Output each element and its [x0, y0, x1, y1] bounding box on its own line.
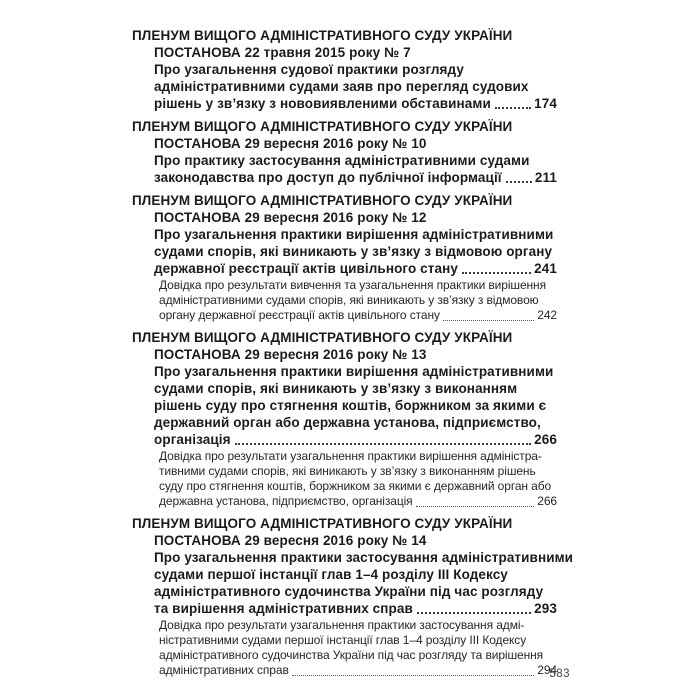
note-line: Довідка про результати вивчення та узагальнення практики вирішення [159, 278, 546, 292]
entry-title-line: Про узагальнення судової практики розгляду [154, 62, 464, 77]
entry-court-name: ПЛЕНУМ ВИЩОГО АДМІНІСТРАТИВНОГО СУДУ УКРАЇНИ [132, 28, 513, 43]
toc-entry [132, 192, 557, 323]
note-line: Довідка про результати узагальнення практики застосування адмі- [159, 618, 525, 632]
entry-title-line: Про практику застосування адміністративними судами [154, 153, 530, 168]
dot-leader [417, 612, 531, 614]
entry-title-leader-line [154, 600, 557, 617]
entry-title-line: організація [154, 432, 231, 447]
entry-court-name: ПЛЕНУМ ВИЩОГО АДМІНІСТРАТИВНОГО СУДУ УКРАЇНИ [132, 330, 513, 345]
entry-title-leader-line [154, 95, 557, 112]
entry-page-number: 293 [534, 601, 557, 616]
entry-title-line: судами першої інстанції глав 1–4 розділу ІІІ Кодексу [154, 567, 508, 582]
dot-leader [495, 107, 531, 109]
entry-note [159, 449, 557, 509]
note-page-number: 242 [537, 308, 557, 322]
dot-leader [506, 181, 532, 183]
note-line: ністративними судами першої інстанції глав 1–4 розділу ІІІ Кодексу [159, 633, 527, 647]
folio-page-number: 583 [549, 668, 570, 680]
dot-leader [292, 675, 535, 676]
entry-title-line: законодавства про доступ до публічної інформації [154, 170, 502, 185]
entry-title-line: Про узагальнення практики вирішення адміністративними [154, 364, 554, 379]
note-leader-line [159, 663, 557, 678]
note-page-number: 294 [537, 663, 557, 677]
entry-title-line: Про узагальнення практики застосування адміністративними [154, 550, 574, 565]
entry-court-name: ПЛЕНУМ ВИЩОГО АДМІНІСТРАТИВНОГО СУДУ УКРАЇНИ [132, 516, 513, 531]
note-line: органу державної реєстрації актів цивільного стану [159, 308, 440, 322]
entry-title-line: рішень у зв’язку з нововиявленими обставинами [154, 96, 491, 111]
dot-leader [235, 443, 532, 445]
entry-note [159, 618, 557, 678]
entry-resolution-line: ПОСТАНОВА 29 вересня 2016 року № 10 [154, 136, 427, 151]
toc-entry [132, 27, 557, 112]
note-leader-line [159, 308, 557, 323]
entry-court-name: ПЛЕНУМ ВИЩОГО АДМІНІСТРАТИВНОГО СУДУ УКРАЇНИ [132, 119, 513, 134]
note-line: Довідка про результати узагальнення практики вирішення адміністра- [159, 449, 542, 463]
entry-page-number: 241 [534, 261, 557, 276]
dot-leader [443, 320, 534, 321]
note-line: тивними судами спорів, які виникають у зв’язку з виконанням рішень [159, 464, 536, 478]
entry-title-line: та вирішення адміністративних справ [154, 601, 413, 616]
dot-leader [416, 506, 535, 507]
toc-entry [132, 329, 557, 509]
entry-resolution-line: ПОСТАНОВА 29 вересня 2016 року № 14 [154, 533, 427, 548]
entry-title-line: рішень суду про стягнення коштів, боржником за якими є [154, 398, 547, 413]
entry-page-number: 174 [534, 96, 557, 111]
entry-title-line: судами спорів, які виникають у зв’язку з виконанням [154, 381, 518, 396]
entry-title-line: адміністративного судочинства України під час розгляду [154, 584, 544, 599]
note-line: адміністративними судами спорів, які виникають у зв’язку з відмовою [159, 293, 539, 307]
entry-resolution-line: ПОСТАНОВА 29 вересня 2016 року № 12 [154, 210, 427, 225]
entry-title-line: Про узагальнення практики вирішення адміністративними [154, 227, 554, 242]
entry-page-number: 211 [534, 170, 557, 185]
entry-title-leader-line [154, 431, 557, 448]
note-page-number: 266 [537, 494, 557, 508]
entry-title-leader-line [154, 260, 557, 277]
dot-leader [462, 272, 531, 274]
entry-court-name: ПЛЕНУМ ВИЩОГО АДМІНІСТРАТИВНОГО СУДУ УКРАЇНИ [132, 193, 513, 208]
note-line: адміністративного судочинства України під час розгляду та вирішення [159, 648, 544, 662]
note-line: державна установа, підприємство, організація [159, 494, 413, 508]
entry-title-leader-line [154, 169, 557, 186]
note-line: суду про стягнення коштів, боржником за якими є державний орган або [159, 479, 552, 493]
toc-entry [132, 118, 557, 186]
entry-title-line: державний орган або державна установа, підприємство, [154, 415, 541, 430]
entry-resolution-line: ПОСТАНОВА 22 травня 2015 року № 7 [154, 45, 411, 60]
note-line: адміністративних справ [159, 663, 289, 677]
entry-title-line: адміністративними судами заяв про перегляд судових [154, 79, 529, 94]
entry-note [159, 278, 557, 323]
entry-title-line: державної реєстрації актів цивільного стану [154, 261, 458, 276]
entry-title-line: судами спорів, які виникають у зв’язку з відмовою органу [154, 244, 553, 259]
note-leader-line [159, 494, 557, 509]
entry-resolution-line: ПОСТАНОВА 29 вересня 2016 року № 13 [154, 347, 427, 362]
entry-page-number: 266 [534, 432, 557, 447]
